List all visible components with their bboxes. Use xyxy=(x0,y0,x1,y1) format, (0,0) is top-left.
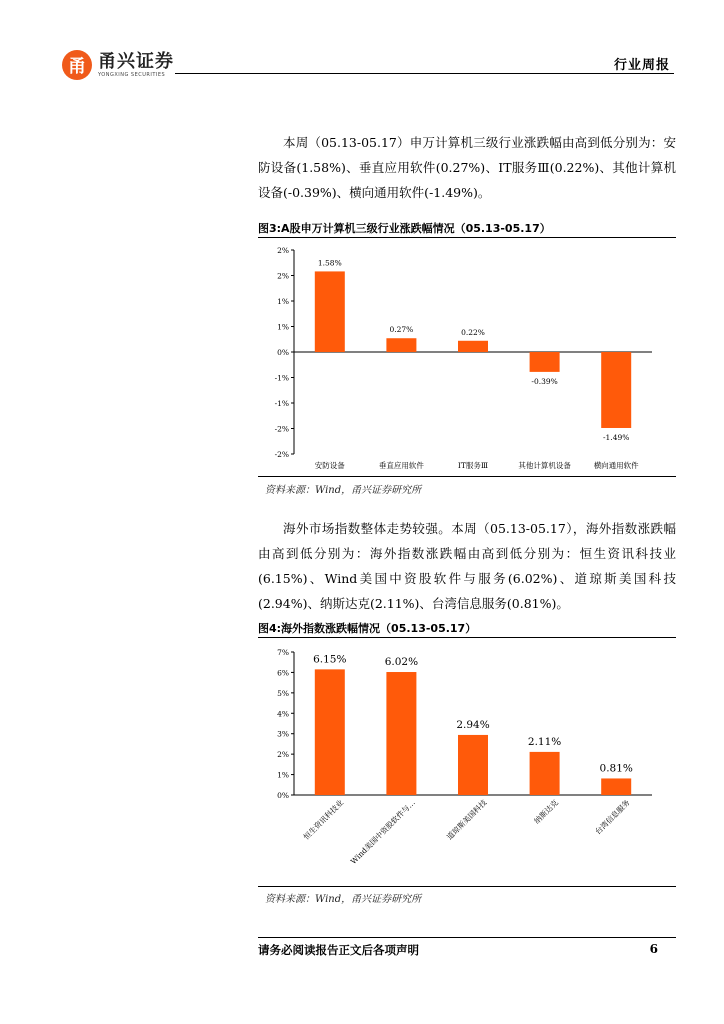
paragraph-1 xyxy=(258,130,676,205)
data-label: 6.15% xyxy=(313,653,347,666)
x-tick-label: IT服务Ⅲ xyxy=(457,461,489,470)
x-tick-label: 安防设备 xyxy=(314,461,345,470)
chart-4 xyxy=(258,640,676,885)
bar xyxy=(386,338,416,352)
data-label: 0.27% xyxy=(389,325,414,335)
page-number: 6 xyxy=(649,942,658,956)
data-label: 2.11% xyxy=(527,735,562,748)
y-tick-label: 4% xyxy=(277,709,289,719)
bar xyxy=(601,778,631,795)
y-tick-label: -1% xyxy=(274,399,289,408)
data-label: -0.39% xyxy=(531,376,558,386)
data-label: 6.02% xyxy=(384,656,419,669)
data-label: 0.22% xyxy=(461,327,485,337)
chart-3 xyxy=(258,240,676,475)
y-tick-label: 1% xyxy=(277,770,289,780)
y-tick-label: 3% xyxy=(277,729,289,739)
x-tick-label: 纳斯达克 xyxy=(532,798,561,826)
figure-4-top-rule xyxy=(258,637,676,638)
bar xyxy=(458,735,488,795)
y-tick-label: 2% xyxy=(277,750,289,760)
bar xyxy=(601,352,631,428)
figure-4-source: 资料来源：Wind，甬兴证券研究所 xyxy=(265,894,422,905)
x-tick-label: 台湾信息服务 xyxy=(593,798,632,837)
logo-english-name: YONGXING SECURITIES xyxy=(98,72,166,78)
data-label: 2.94% xyxy=(456,718,490,731)
bar xyxy=(458,341,488,352)
y-tick-label: 5% xyxy=(277,688,289,698)
x-tick-label: 其他计算机设备 xyxy=(518,461,571,470)
y-tick-label: -2% xyxy=(274,424,289,434)
footer-divider xyxy=(258,937,676,938)
company-logo xyxy=(62,50,174,80)
x-tick-label: 道琼斯美国科技 xyxy=(444,798,489,842)
bar xyxy=(315,669,345,795)
data-label: -1.49% xyxy=(603,432,630,442)
data-label: 0.81% xyxy=(599,762,633,775)
bar xyxy=(530,352,560,372)
y-tick-label: 2% xyxy=(277,246,289,255)
y-tick-label: -1% xyxy=(274,373,289,383)
y-tick-label: 6% xyxy=(277,668,289,678)
bar xyxy=(530,752,560,795)
figure-3-bottom-rule xyxy=(258,476,676,477)
paragraph-2 xyxy=(258,516,676,616)
y-tick-label: 7% xyxy=(277,648,289,657)
x-tick-label: 横向通用软件 xyxy=(593,461,639,470)
data-label: 1.58% xyxy=(317,258,342,268)
y-tick-label: 2% xyxy=(277,271,289,281)
y-tick-label: 0% xyxy=(277,791,289,800)
report-type: 行业周报 xyxy=(613,58,670,73)
figure-4-title: 图4:海外指数涨跌幅情况（05.13-05.17） xyxy=(258,622,477,635)
figure-3-title: 图3:A股申万计算机三级行业涨跌幅情况（05.13-05.17） xyxy=(258,222,551,235)
paragraph-2-text: 海外市场指数整体走势较强。本周（05.13-05.17），海外指数涨跌幅由高到低分别为：海外指数涨跌幅由高到低分别为：恒生资讯科技业(6.15%)、Wind美国中资股软件与服务(6.02%)、道琼斯美国科技(2.94%)、纳斯达克(2.11%)、台湾信息服务(0.81%)。 xyxy=(258,521,676,611)
y-tick-label: 0% xyxy=(277,348,289,357)
logo-mark-icon: 甬 xyxy=(62,50,92,80)
y-tick-label: 1% xyxy=(277,322,289,332)
x-tick-label: 垂直应用软件 xyxy=(378,461,424,470)
figure-4-bottom-rule xyxy=(258,886,676,887)
footer-disclaimer: 请务必阅读报告正文后各项声明 xyxy=(258,943,419,957)
x-tick-label: Wind美国中资股软件与… xyxy=(348,798,417,867)
y-tick-label: -2% xyxy=(274,450,289,459)
logo-chinese-name: 甬兴证券 xyxy=(98,51,174,72)
figure-3-top-rule xyxy=(258,237,676,238)
y-tick-label: 1% xyxy=(277,297,289,306)
bar xyxy=(386,672,416,795)
header-divider xyxy=(175,73,674,74)
bar xyxy=(315,271,345,352)
x-tick-label: 恒生资讯科技业 xyxy=(301,798,346,842)
figure-3-source: 资料来源：Wind，甬兴证券研究所 xyxy=(265,485,422,496)
paragraph-1-text: 本周（05.13-05.17）申万计算机三级行业涨跌幅由高到低分别为：安防设备(1.58%)、垂直应用软件(0.27%)、IT服务Ⅲ(0.22%)、其他计算机设备(-0.39%)、横向通用软件(-1.49%)。 xyxy=(258,135,676,200)
